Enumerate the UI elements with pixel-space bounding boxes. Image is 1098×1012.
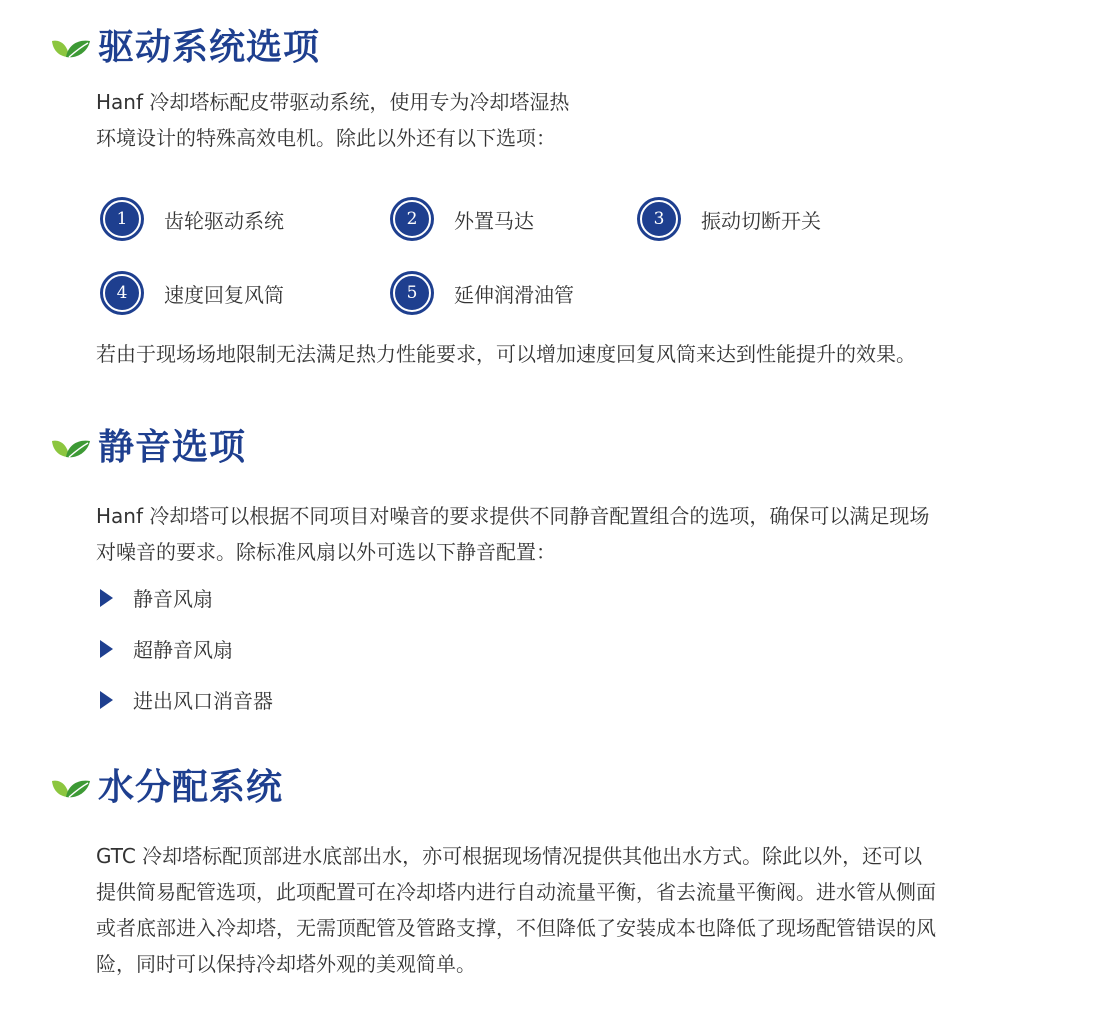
- triangle-right-icon: [100, 640, 113, 658]
- option-label: 延伸润滑油管: [454, 282, 574, 307]
- list-item-label: 静音风扇: [133, 587, 213, 611]
- section-title-silent: [50, 427, 247, 468]
- option-velocity-recovery: [100, 271, 284, 315]
- silent-intro-line: 对噪音的要求。除标准风扇以外可选以下静音配置：: [96, 540, 556, 564]
- triangle-right-icon: [100, 691, 113, 709]
- number-badge: 2: [390, 197, 434, 241]
- drive-intro: [96, 84, 569, 156]
- list-item: [100, 583, 213, 612]
- list-item-label: 进出风口消音器: [133, 689, 273, 713]
- number-badge: 3: [637, 197, 681, 241]
- section-heading: 静音选项: [98, 427, 247, 468]
- triangle-right-icon: [100, 589, 113, 607]
- number-badge: 5: [390, 271, 434, 315]
- leaf-icon: [50, 435, 92, 461]
- drive-note-text: 若由于现场场地限制无法满足热力性能要求，可以增加速度回复风筒来达到性能提升的效果。: [96, 342, 916, 366]
- option-label: 速度回复风筒: [164, 282, 284, 307]
- leaf-icon: [50, 35, 92, 61]
- silent-intro-line: Hanf 冷却塔可以根据不同项目对噪音的要求提供不同静音配置组合的选项，确保可以满足现场: [96, 504, 930, 528]
- water-body-line: 险，同时可以保持冷却塔外观的美观简单。: [96, 952, 476, 976]
- option-vibration-switch: [637, 197, 821, 241]
- option-label: 振动切断开关: [701, 208, 821, 233]
- number-badge: 1: [100, 197, 144, 241]
- option-extended-lube-line: [390, 271, 574, 315]
- number-badge: 4: [100, 271, 144, 315]
- list-item: [100, 685, 273, 714]
- section-title-drive: [50, 27, 321, 68]
- list-item-label: 超静音风扇: [133, 638, 233, 662]
- water-body-line: 或者底部进入冷却塔，无需顶配管及管路支撑，不但降低了安装成本也降低了现场配管错误的风: [96, 916, 936, 940]
- option-label: 齿轮驱动系统: [164, 208, 284, 233]
- water-body-line: 提供简易配管选项，此项配置可在冷却塔内进行自动流量平衡，省去流量平衡阀。进水管从侧面: [96, 880, 936, 904]
- section-heading: 水分配系统: [98, 767, 284, 808]
- list-item: [100, 634, 233, 663]
- water-body-line: GTC 冷却塔标配顶部进水底部出水，亦可根据现场情况提供其他出水方式。除此以外，还可以: [96, 844, 923, 868]
- drive-note: [96, 336, 916, 372]
- leaf-icon: [50, 775, 92, 801]
- drive-intro-line: 环境设计的特殊高效电机。除此以外还有以下选项：: [96, 126, 556, 150]
- section-title-water: [50, 767, 284, 808]
- page-title: 驱动系统选项: [98, 27, 321, 68]
- drive-intro-line: Hanf 冷却塔标配皮带驱动系统，使用专为冷却塔湿热: [96, 90, 570, 114]
- silent-intro: [96, 498, 929, 570]
- option-external-motor: [390, 197, 534, 241]
- option-gear-drive: [100, 197, 284, 241]
- water-body: [96, 838, 936, 982]
- option-label: 外置马达: [454, 208, 534, 233]
